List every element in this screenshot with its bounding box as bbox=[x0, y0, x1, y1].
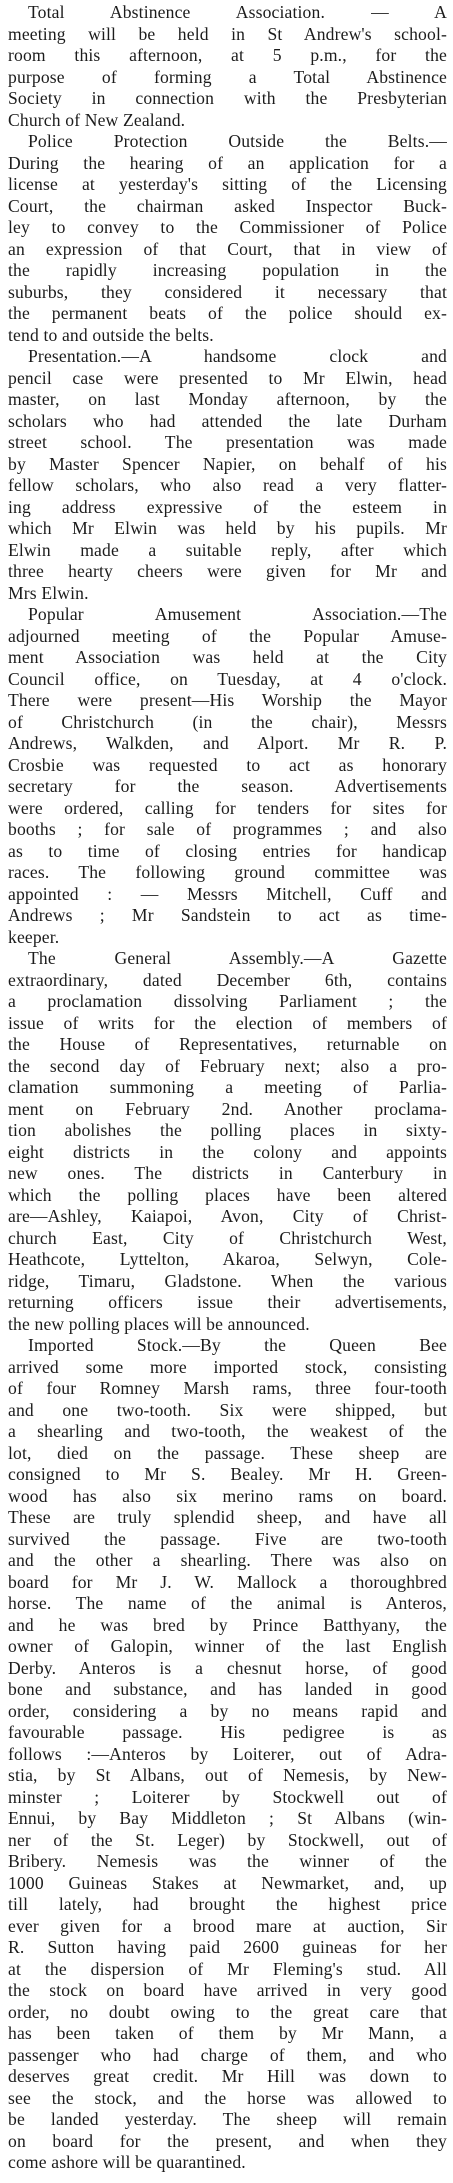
article-line: races. The following ground committee was bbox=[8, 862, 447, 882]
article-line: Heathcote, Lyttelton, Akaroa, Selwyn, Cole- bbox=[8, 1249, 447, 1269]
article-line: has been taken of them by Mr Mann, a bbox=[8, 2023, 447, 2043]
article-line: of four Romney Marsh rams, three four-tooth bbox=[8, 1378, 447, 1398]
article-line: ridge, Timaru, Gladstone. When the various bbox=[8, 1270, 447, 1291]
article-line: keeper. bbox=[8, 926, 60, 947]
article-line: see the stock, and the horse was allowed to bbox=[8, 2087, 447, 2108]
article-line: which Mr Elwin was held by his pupils. Mr bbox=[8, 518, 447, 538]
article-line: stia, by St Albans, out of Nemesis, by New- bbox=[8, 1765, 447, 1785]
article-line: Andrews ; Mr Sandstein to act as time- bbox=[8, 905, 447, 925]
article-line: scholars who had attended the late Durham bbox=[8, 410, 447, 431]
article-line: the rapidly increasing population in the bbox=[8, 260, 447, 280]
article-line: new ones. The districts in Canterbury in bbox=[8, 1163, 447, 1183]
article-line: order, considering a by no means rapid and bbox=[8, 1700, 447, 1721]
article-heading-line: Popular Amusement Association.—The bbox=[28, 604, 447, 624]
article-line: booths ; for sale of programmes ; and also bbox=[8, 819, 447, 839]
article-line: were ordered, calling for tenders for sites for bbox=[8, 797, 447, 818]
article-line: pencil case were presented to Mr Elwin, head bbox=[8, 367, 447, 388]
article-line: clamation summoning a meeting of Parlia- bbox=[8, 1077, 447, 1097]
article-line: purpose of forming a Total Abstinence bbox=[8, 66, 447, 87]
article-line: deserves great credit. Mr Hill was down to bbox=[8, 2066, 447, 2086]
article-line: These are truly splendid sheep, and have all bbox=[8, 1507, 447, 1527]
article-line: wood has also six merino rams on board. bbox=[8, 1485, 447, 1506]
article-line: meeting will be held in St Andrew's school- bbox=[8, 23, 447, 44]
article-line: adjourned meeting of the Popular Amuse- bbox=[8, 625, 447, 646]
article-line: master, on last Monday afternoon, by the bbox=[8, 389, 447, 409]
article-line: secretary for the season. Advertisements bbox=[8, 776, 447, 796]
article-presentation bbox=[8, 346, 447, 604]
article-line: survived the passage. Five are two-tooth bbox=[8, 1528, 447, 1549]
article-line: on board for the present, and when they bbox=[8, 2130, 447, 2151]
article-line: the stock on board have arrived in very good bbox=[8, 1980, 447, 2000]
article-line: street school. The presentation was made bbox=[8, 432, 447, 452]
article-line: at the dispersion of Mr Fleming's stud. All bbox=[8, 1958, 447, 1979]
article-line: church East, City of Christchurch West, bbox=[8, 1227, 447, 1248]
article-line: as to time of closing entries for handicap bbox=[8, 840, 447, 861]
article-line: Elwin made a suitable reply, after which bbox=[8, 539, 447, 560]
article-line: horse. The name of the animal is Anteros, bbox=[8, 1593, 447, 1613]
article-line: eight districts in the colony and appoints bbox=[8, 1141, 447, 1162]
article-line: and the other a shearling. There was also on bbox=[8, 1550, 447, 1570]
article-line: of Christchurch (in the chair), Messrs bbox=[8, 711, 447, 732]
article-line: a proclamation dissolving Parliament ; the bbox=[8, 991, 447, 1011]
article-heading-line: Total Abstinence Association. — A bbox=[28, 2, 447, 22]
article-line: Derby. Anteros is a chesnut horse, of good bbox=[8, 1657, 447, 1678]
article-line: consigned to Mr S. Bealey. Mr H. Green- bbox=[8, 1464, 447, 1484]
article-line: arrived some more imported stock, consisting bbox=[8, 1356, 447, 1377]
article-imported-stock bbox=[8, 1335, 447, 2174]
article-line: come ashore will be quarantined. bbox=[8, 2152, 246, 2172]
article-line: three hearty cheers were given for Mr and bbox=[8, 561, 447, 581]
article-line: returning officers issue their advertisements, bbox=[8, 1292, 447, 1312]
article-line: minster ; Loiterer by Stockwell out of bbox=[8, 1786, 447, 1807]
article-line: Bribery. Nemesis was the winner of the bbox=[8, 1851, 447, 1871]
article-line: R. Sutton having paid 2600 guineas for her bbox=[8, 1937, 447, 1957]
article-line: ner of the St. Leger) by Stockwell, out of bbox=[8, 1829, 447, 1850]
article-line: owner of Galopin, winner of the last English bbox=[8, 1636, 447, 1656]
article-line: a shearling and two-tooth, the weakest of the bbox=[8, 1421, 447, 1441]
article-line: issue of writs for the election of members of bbox=[8, 1012, 447, 1033]
article-heading-line: Presentation.—A handsome clock and bbox=[28, 346, 447, 366]
article-line: tion abolishes the polling places in sixty- bbox=[8, 1120, 447, 1140]
article-line: the permanent beats of the police should ex- bbox=[8, 303, 447, 323]
article-line: room this afternoon, at 5 p.m., for the bbox=[8, 45, 447, 65]
article-line: are—Ashley, Kaiapoi, Avon, City of Christ- bbox=[8, 1206, 447, 1226]
article-line: ever given for a brood mare at auction, Sir bbox=[8, 1915, 447, 1936]
article-line: the new polling places will be announced. bbox=[8, 1313, 310, 1334]
article-line: extraordinary, dated December 6th, contains bbox=[8, 969, 447, 990]
article-line: Church of New Zealand. bbox=[8, 109, 186, 130]
article-line: appointed : — Messrs Mitchell, Cuff and bbox=[8, 883, 447, 904]
article-line: suburbs, they considered it necessary that bbox=[8, 281, 447, 302]
article-line: till lately, had brought the highest price bbox=[8, 1894, 447, 1914]
article-line: ley to convey to the Commissioner of Police bbox=[8, 217, 447, 237]
article-total-abstinence bbox=[8, 2, 447, 131]
article-line: board for Mr J. W. Mallock a thoroughbred bbox=[8, 1571, 447, 1592]
article-popular-amusement bbox=[8, 604, 447, 948]
article-line: ment Association was held at the City bbox=[8, 647, 447, 667]
article-line: license at yesterday's sitting of the Licensing bbox=[8, 174, 447, 194]
article-line: passenger who had charge of them, and who bbox=[8, 2044, 447, 2065]
article-line: bone and substance, and has landed in good bbox=[8, 1679, 447, 1699]
article-line: There were present—His Worship the Mayor bbox=[8, 690, 447, 710]
article-line: favourable passage. His pedigree is as bbox=[8, 1722, 447, 1742]
article-heading-line: The General Assembly.—A Gazette bbox=[28, 948, 447, 968]
article-line: the second day of February next; also a pro- bbox=[8, 1055, 447, 1076]
article-general-assembly bbox=[8, 948, 447, 1335]
article-line: Court, the chairman asked Inspector Buck- bbox=[8, 195, 447, 216]
article-line: by Master Spencer Napier, on behalf of his bbox=[8, 453, 447, 474]
article-line: tend to and outside the belts. bbox=[8, 324, 214, 345]
article-line: an expression of that Court, that in view of bbox=[8, 238, 447, 259]
article-line: ing address expressive of the esteem in bbox=[8, 496, 447, 517]
article-police-protection bbox=[8, 131, 447, 346]
article-line: 1000 Guineas Stakes at Newmarket, and, up bbox=[8, 1872, 447, 1893]
article-line: ment on February 2nd. Another proclama- bbox=[8, 1098, 447, 1119]
article-heading-line: Imported Stock.—By the Queen Bee bbox=[28, 1335, 447, 1355]
article-line: and he was bred by Prince Batthyany, the bbox=[8, 1614, 447, 1635]
article-line: Society in connection with the Presbyterian bbox=[8, 88, 447, 108]
article-line: follows :—Anteros by Loiterer, out of Adra- bbox=[8, 1743, 447, 1764]
article-line: Mrs Elwin. bbox=[8, 582, 89, 603]
article-line: During the hearing of an application for a bbox=[8, 152, 447, 173]
article-heading-line: Police Protection Outside the Belts.— bbox=[28, 131, 447, 151]
article-line: Council office, on Tuesday, at 4 o'clock. bbox=[8, 668, 447, 689]
article-line: the House of Representatives, returnable on bbox=[8, 1034, 447, 1054]
article-line: Crosbie was requested to act as honorary bbox=[8, 754, 447, 775]
article-line: lot, died on the passage. These sheep are bbox=[8, 1442, 447, 1463]
article-line: fellow scholars, who also read a very flatter- bbox=[8, 475, 447, 495]
article-line: and one two-tooth. Six were shipped, but bbox=[8, 1399, 447, 1420]
article-line: be landed yesterday. The sheep will remain bbox=[8, 2109, 447, 2129]
article-line: Andrews, Walkden, and Alport. Mr R. P. bbox=[8, 733, 447, 753]
newspaper-column bbox=[8, 2, 447, 2181]
article-line: Ennui, by Bay Middleton ; St Albans (win- bbox=[8, 1808, 447, 1828]
article-line: order, no doubt owing to the great care that bbox=[8, 2001, 447, 2022]
article-line: which the polling places have been altered bbox=[8, 1184, 447, 1205]
